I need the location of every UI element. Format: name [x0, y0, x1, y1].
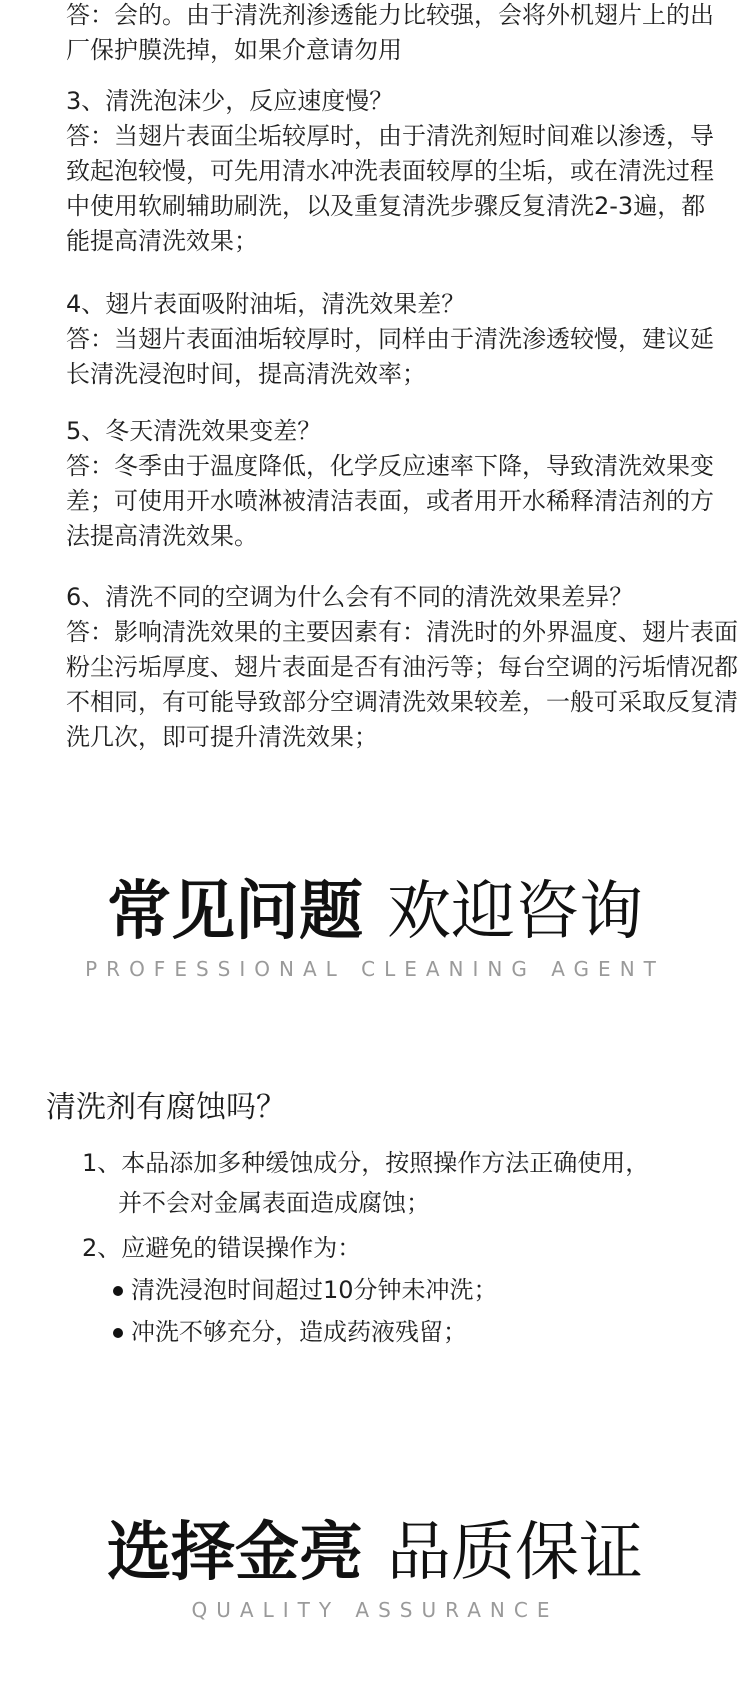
banner-bold-text: 常见问题 [107, 875, 363, 949]
question-text: 5、冬天清洗效果变差？ [66, 417, 322, 445]
question-text: 4、翅片表面吸附油垢，清洗效果差？ [66, 290, 466, 318]
answer-text: 答：会的。由于清洗剂渗透能力比较强，会将外机翅片上的出厂保护膜洗掉，如果介意请勿用 [66, 1, 714, 64]
answer-text: 答：当翅片表面尘垢较厚时，由于清洗剂短时间难以渗透，导致起泡较慢，可先用清水冲洗表面较厚的尘垢，或在清洗过程中使用软刷辅助刷洗，以及重复清洗步骤反复清洗2-3遍，都能提高清洗效果； [66, 122, 714, 255]
answer-text: 答：当翅片表面油垢较厚时，同样由于清洗渗透较慢，建议延长清洗浸泡时间，提高清洗效率； [66, 325, 714, 388]
bullet-icon [113, 1286, 123, 1296]
banner-thin-text: 品质保证 [387, 1516, 643, 1590]
answer-text: 答：冬季由于温度降低，化学反应速率下降，导致清洗效果变差；可使用开水喷淋被清洁表面，或者用开水稀释清洁剂的方法提高清洗效果。 [66, 452, 714, 550]
faq2-point-2: 2、应避免的错误操作为： [82, 1234, 362, 1262]
faq2-point-1-cont: 并不会对金属表面造成腐蚀； [118, 1189, 430, 1217]
bullet-item [113, 1312, 467, 1352]
question-text: 3、清洗泡沫少，反应速度慢？ [66, 87, 394, 115]
bullet-text: 冲洗不够充分，造成药液残留； [131, 1318, 467, 1346]
top-answer [66, 0, 726, 68]
bullet-icon [113, 1328, 123, 1338]
faq-item-6 [66, 580, 746, 755]
banner-faq-subtitle: PROFESSIONAL CLEANING AGENT [85, 957, 665, 981]
faq2-title: 清洗剂有腐蚀吗？ [46, 1090, 286, 1125]
banner-quality-title [0, 1513, 750, 1593]
faq-item-4 [66, 287, 726, 392]
faq2-point-1: 1、本品添加多种缓蚀成分，按照操作方法正确使用， [82, 1149, 650, 1177]
banner-bold-text: 选择金亮 [107, 1516, 363, 1590]
bullet-text: 清洗浸泡时间超过10分钟未冲洗； [131, 1276, 498, 1304]
banner-quality-subtitle: QUALITY ASSURANCE [191, 1598, 559, 1622]
banner-thin-text: 欢迎咨询 [387, 875, 643, 949]
banner-faq-title [0, 872, 750, 952]
bullet-item [113, 1270, 498, 1310]
faq-item-5 [66, 414, 726, 554]
question-text: 6、清洗不同的空调为什么会有不同的清洗效果差异？ [66, 583, 634, 611]
faq-item-3 [66, 84, 726, 259]
answer-text: 答：影响清洗效果的主要因素有：清洗时的外界温度、翅片表面粉尘污垢厚度、翅片表面是否有油污等；每台空调的污垢情况都不相同，有可能导致部分空调清洗效果较差，一般可采取反复清洗几次，即可提升清洗效果； [66, 618, 738, 751]
